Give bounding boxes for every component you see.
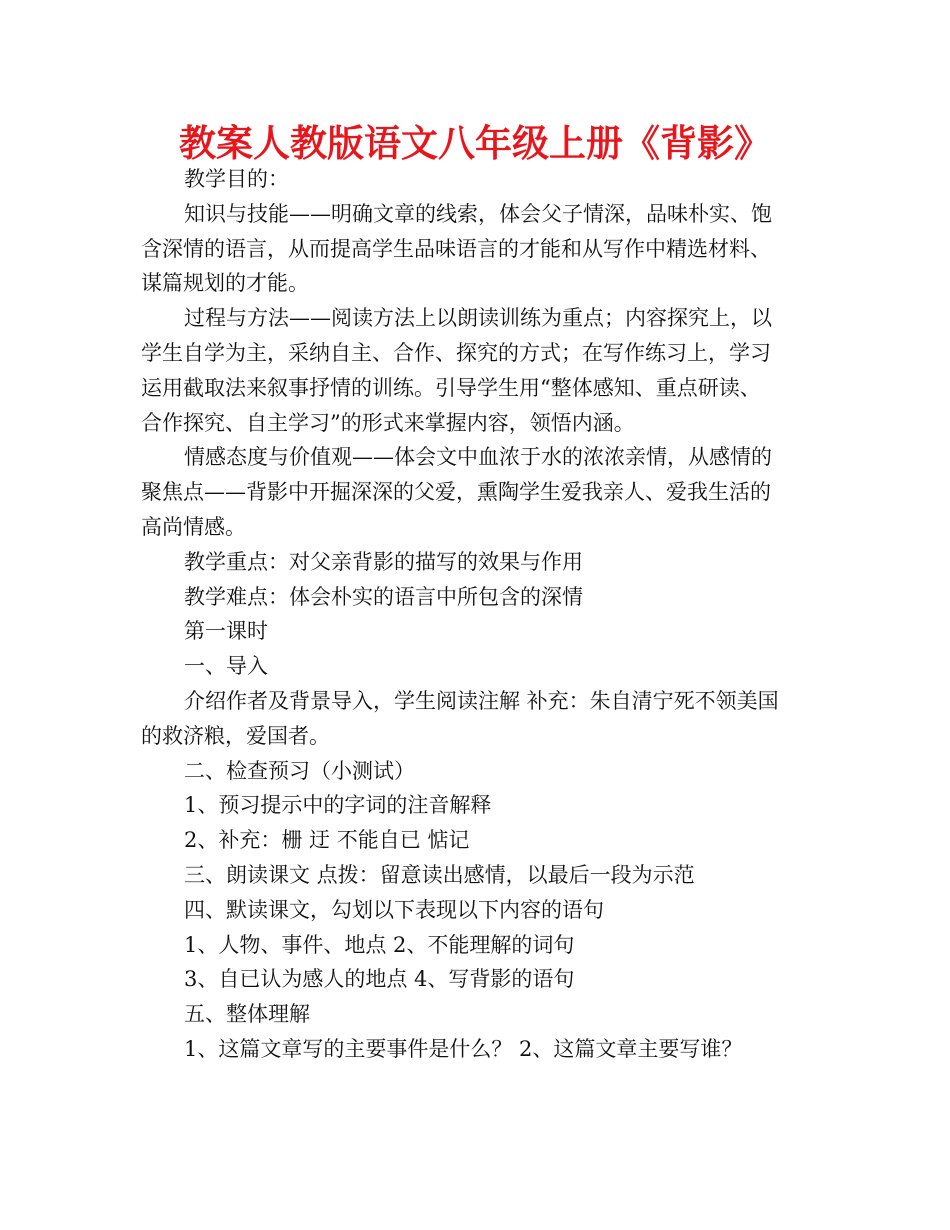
paragraph-line: 2、补充：栅 迂 不能自已 惦记 xyxy=(184,828,470,853)
paragraph-line: 高尚情感。 xyxy=(141,514,246,539)
paragraph-line: 3、自已认为感人的地点 4、写背影的语句 xyxy=(184,967,575,992)
paragraph-line: 的救济粮，爱国者。 xyxy=(141,723,330,748)
paragraph-line: 含深情的语言，从而提高学生品味语言的才能和从写作中精选材料、 xyxy=(141,236,771,261)
paragraph-line: 合作探究、自主学习”的形式来掌握内容，领悟内涵。 xyxy=(141,410,635,435)
paragraph-line: 三、朗读课文 点拨：留意读出感情，以最后一段为示范 xyxy=(184,862,695,887)
paragraph-line: 教学重点：对父亲背影的描写的效果与作用 xyxy=(184,549,583,574)
paragraph-line: 情感态度与价值观——体会文中血浓于水的浓浓亲情，从感情的 xyxy=(184,445,772,470)
paragraph-line: 谋篇规划的才能。 xyxy=(141,271,309,296)
paragraph-line: 学生自学为主，采纳自主、合作、探究的方式；在写作练习上，学习 xyxy=(141,340,771,365)
paragraph-line: 二、检查预习（小测试） xyxy=(184,758,415,783)
paragraph-line: 介绍作者及背景导入，学生阅读注解 补充：朱自清宁死不领美国 xyxy=(184,688,779,713)
paragraph-line: 1、这篇文章写的主要事件是什么？ 2、这篇文章主要写谁？ xyxy=(184,1036,743,1061)
paragraph-line: 知识与技能——明确文章的线索，体会父子情深，品味朴实、饱 xyxy=(184,201,772,226)
document-title: 教案人教版语文八年级上册《背影》 xyxy=(179,122,771,165)
paragraph-line: 聚焦点——背影中开掘深深的父爱，熏陶学生爱我亲人、爱我生活的 xyxy=(141,480,771,505)
paragraph-line: 教学目的： xyxy=(184,167,289,191)
paragraph-line: 一、导入 xyxy=(184,654,268,679)
paragraph-line: 第一课时 xyxy=(184,619,268,644)
paragraph-line: 五、整体理解 xyxy=(184,1002,310,1027)
document-body xyxy=(141,162,816,1067)
paragraph-line: 1、预习提示中的字词的注音解释 xyxy=(184,793,492,818)
paragraph-line: 教学难点：体会朴实的语言中所包含的深情 xyxy=(184,584,583,609)
paragraph-line: 运用截取法来叙事抒情的训练。引导学生用“整体感知、重点研读、 xyxy=(141,375,761,400)
paragraph-line: 四、默读课文，勾划以下表现以下内容的语句 xyxy=(184,897,604,922)
paragraph-line: 1、人物、事件、地点 2、不能理解的词句 xyxy=(184,932,575,957)
paragraph-line: 过程与方法——阅读方法上以朗读训练为重点；内容探究上，以 xyxy=(184,306,772,331)
